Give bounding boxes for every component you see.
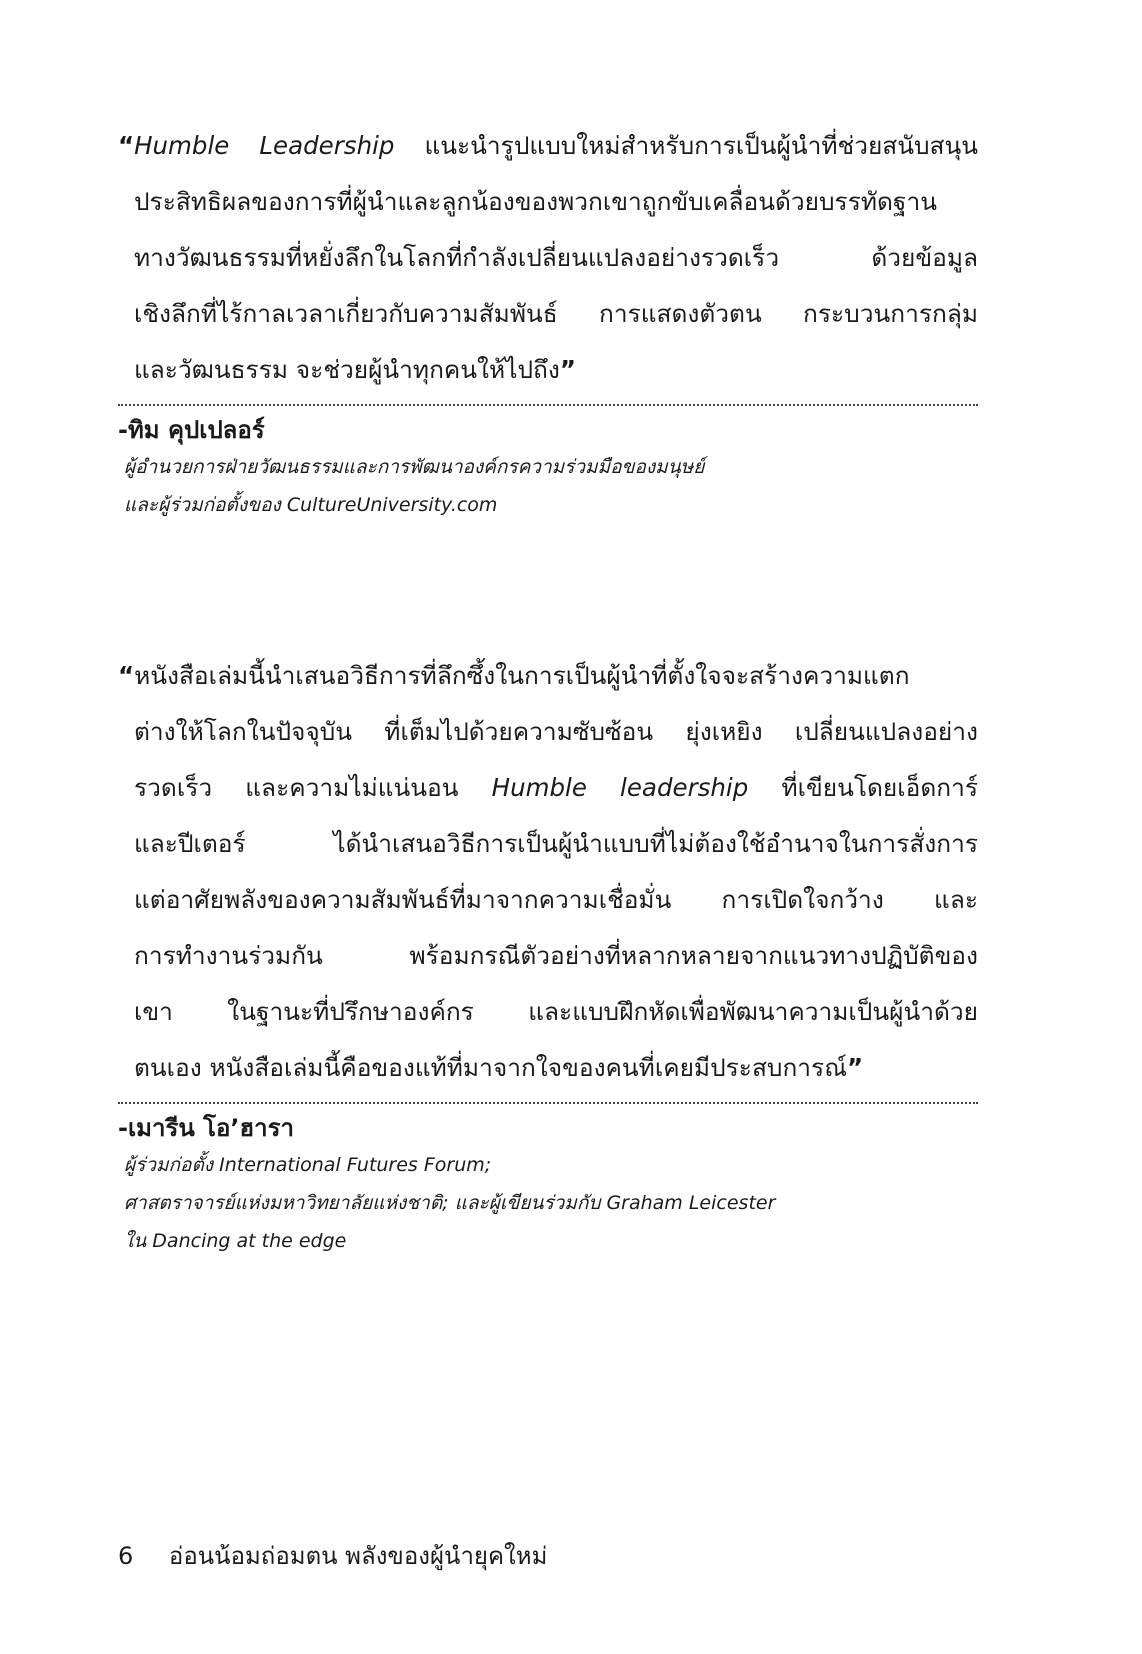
quote-text: หนังสือเล่มนี้นำเสนอวิธีการที่ลึกซึ้งในการเป็นผู้นำที่ตั้งใจจะสร้างความแตก — [134, 661, 910, 690]
quote-line: ทางวัฒนธรรมที่หยั่งลึกในโลกที่กำลังเปลี่ยนแปลงอย่างรวดเร็ว ด้วยข้อมูล — [134, 243, 978, 272]
quote-text: แนะนำรูปแบบใหม่สำหรับการเป็นผู้นำที่ช่วยสนับสนุน — [394, 131, 979, 160]
book-title: Humble Leadership — [134, 131, 395, 160]
dotted-divider — [118, 1102, 978, 1104]
quote-line: การทำงานร่วมกัน พร้อมกรณีตัวอย่างที่หลากหลายจากแนวทางปฏิบัติของ — [134, 941, 978, 970]
endorser-role: ผู้อำนวยการฝ่ายวัฒนธรรมและการพัฒนาองค์กรความร่วมมือของมนุษย์ — [124, 456, 705, 478]
quote-line — [118, 760, 978, 816]
endorsement-1-quote — [118, 118, 978, 398]
quote-line — [118, 342, 978, 398]
open-quote-mark: “ — [118, 131, 135, 160]
quote-text: ตนเอง หนังสือเล่มนี้คือของแท้ที่มาจากใจของคนที่เคยมีประสบการณ์ — [134, 1053, 847, 1082]
endorsement-2 — [118, 648, 978, 1260]
endorser-name: -ทิม คุปเปลอร์ — [118, 416, 265, 444]
endorsement-2-quote — [118, 648, 978, 1096]
close-quote-mark: ” — [559, 355, 576, 384]
endorser-role: และผู้ร่วมก่อตั้งของ CultureUniversity.com — [124, 494, 498, 516]
dotted-divider — [118, 404, 978, 406]
quote-line: แต่อาศัยพลังของความสัมพันธ์ที่มาจากความเชื่อมั่น การเปิดใจกว้าง และ — [134, 885, 978, 914]
quote-line: เขา ในฐานะที่ปรึกษาองค์กร และแบบฝึกหัดเพื่อพัฒนาความเป็นผู้นำด้วย — [134, 997, 978, 1026]
quote-text: และวัฒนธรรม จะช่วยผู้นำทุกคนให้ไปถึง — [134, 355, 560, 384]
page-number: 6 — [118, 1542, 134, 1570]
quote-line: ประสิทธิผลของการที่ผู้นำและลูกน้องของพวกเขาถูกขับเคลื่อนด้วยบรรทัดฐาน — [134, 187, 937, 216]
open-quote-mark: “ — [118, 661, 135, 690]
quote-line: เชิงลึกที่ไร้กาลเวลาเกี่ยวกับความสัมพันธ์ การแสดงตัวตน กระบวนการกลุ่ม — [134, 299, 978, 328]
quote-line — [118, 118, 978, 174]
endorser-name: -เมารีน โอ’ฮารา — [118, 1114, 295, 1142]
endorser-role: ศาสตราจารย์แห่งมหาวิทยาลัยแห่งชาติ; และผู้เขียนร่วมกับ Graham Leicester — [124, 1192, 776, 1214]
book-title: Humble leadership — [491, 773, 749, 802]
quote-line — [118, 1040, 978, 1096]
quote-line — [118, 648, 978, 704]
quote-line: และปีเตอร์ ได้นำเสนอวิธีการเป็นผู้นำแบบที่ไม่ต้องใช้อำนาจในการสั่งการ — [134, 829, 978, 858]
quote-text: ที่เขียนโดยเอ็ดการ์ — [748, 773, 978, 802]
running-title: อ่อนน้อมถ่อมตน พลังของผู้นำยุคใหม่ — [168, 1542, 548, 1570]
quote-text: รวดเร็ว และความไม่แน่นอน — [134, 773, 492, 802]
endorsement-1 — [118, 118, 978, 524]
quote-line: ต่างให้โลกในปัจจุบัน ที่เต็มไปด้วยความซับซ้อน ยุ่งเหยิง เปลี่ยนแปลงอย่าง — [134, 717, 978, 746]
close-quote-mark: ” — [846, 1053, 864, 1082]
endorser-role: ผู้ร่วมก่อตั้ง International Futures Forum; — [124, 1154, 492, 1176]
endorser-role: ใน Dancing at the edge — [124, 1230, 347, 1252]
page-footer — [118, 1538, 547, 1574]
